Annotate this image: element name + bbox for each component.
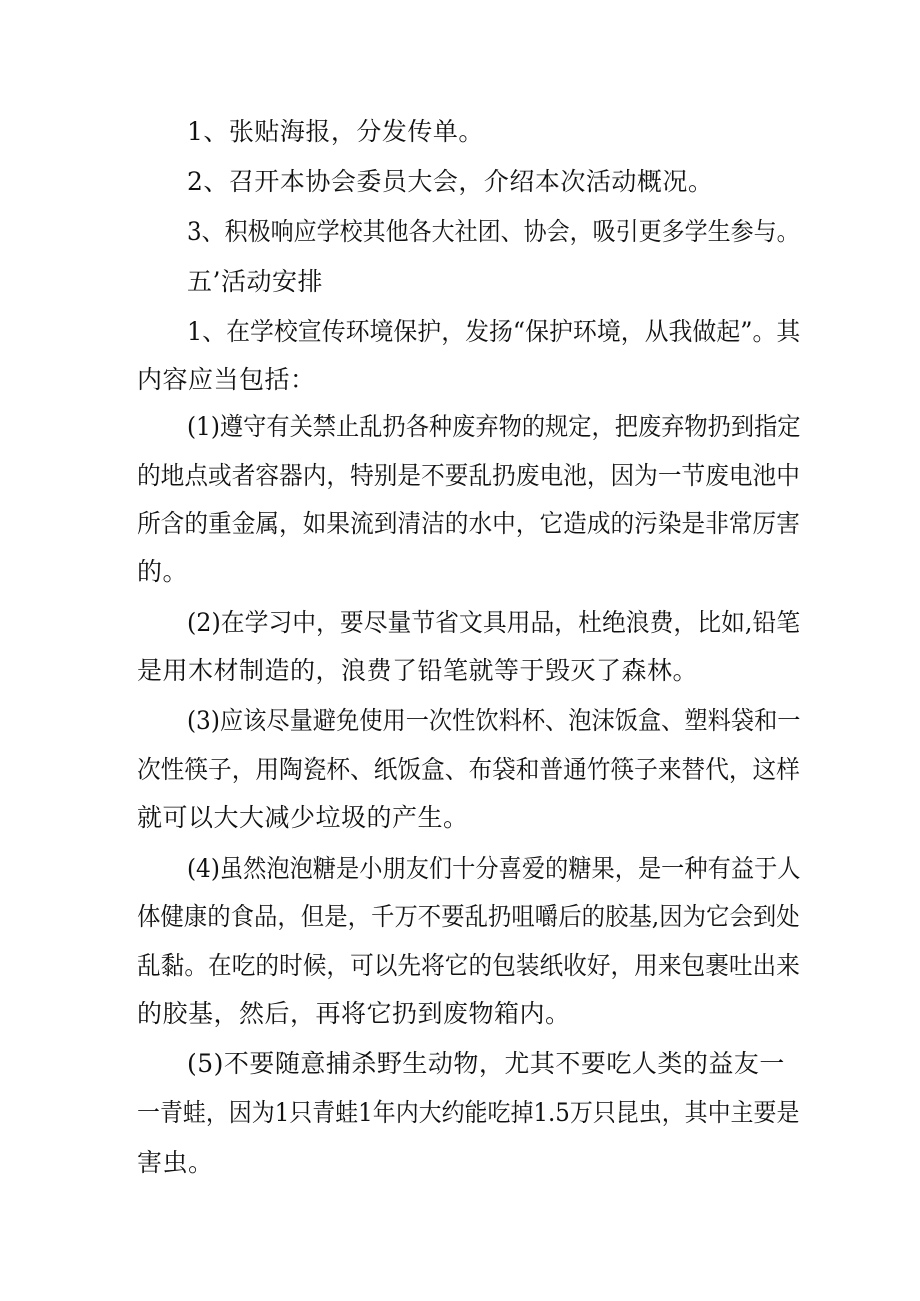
list-item: 2、召开本协会委员大会，介绍本次活动概况。: [187, 167, 714, 196]
paragraph-line: (5)不要随意捕杀野生动物，尤其不要吃人类的益友一: [187, 1049, 785, 1078]
paragraph-line: (1)遵守有关禁止乱扔各种废弃物的规定，把废弃物扔到指定: [187, 412, 801, 441]
paragraph-line: 乱黏。在吃的时候，可以先将它的包装纸收好，用来包裹吐出来: [137, 951, 800, 980]
list-item: 1、张贴海报，分发传单。: [187, 117, 484, 146]
paragraph-line: (3)应该尽量避免使用一次性饮料杯、泡沫饭盒、塑料袋和一: [187, 706, 801, 735]
paragraph-line: 的胶基，然后，再将它扔到废物箱内。: [137, 999, 571, 1028]
paragraph-line: 一青蛙，因为1只青蛙1年内大约能吃掉1.5万只昆虫，其中主要是: [137, 1098, 800, 1127]
paragraph-line: 是用木材制造的，浪费了铅笔就等于毁灭了森林。: [137, 656, 699, 685]
paragraph-line: (4)虽然泡泡糖是小朋友们十分喜爱的糖果，是一种有益于人: [187, 854, 801, 883]
paragraph-line: (2)在学习中，要尽量节省文具用品，杜绝浪费，比如,铅笔: [187, 608, 801, 637]
list-item: 3、积极响应学校其他各大社团、协会，吸引更多学生参与。: [187, 217, 800, 246]
paragraph-line: 所含的重金属，如果流到清洁的水中，它造成的污染是非常厉害: [137, 509, 800, 538]
paragraph-line: 次性筷子，用陶瓷杯、纸饭盒、布袋和普通竹筷子来替代，这样: [137, 755, 800, 784]
paragraph-line: 就可以大大减少垃圾的产生。: [137, 803, 469, 832]
paragraph-line: 内容应当包括：: [137, 365, 316, 394]
paragraph-line: 的。: [137, 557, 189, 586]
paragraph-line: 的地点或者容器内，特别是不要乱扔废电池，因为一节废电池中: [137, 461, 800, 490]
paragraph-line: 体健康的食品，但是，千万不要乱扔咀嚼后的胶基,因为它会到处: [137, 902, 800, 931]
paragraph-line: 害虫。: [137, 1148, 214, 1177]
section-heading: 五’活动安排: [187, 267, 323, 296]
paragraph-line: 1、在学校宣传环境保护，发扬“保护环境，从我做起”。其: [187, 317, 801, 346]
